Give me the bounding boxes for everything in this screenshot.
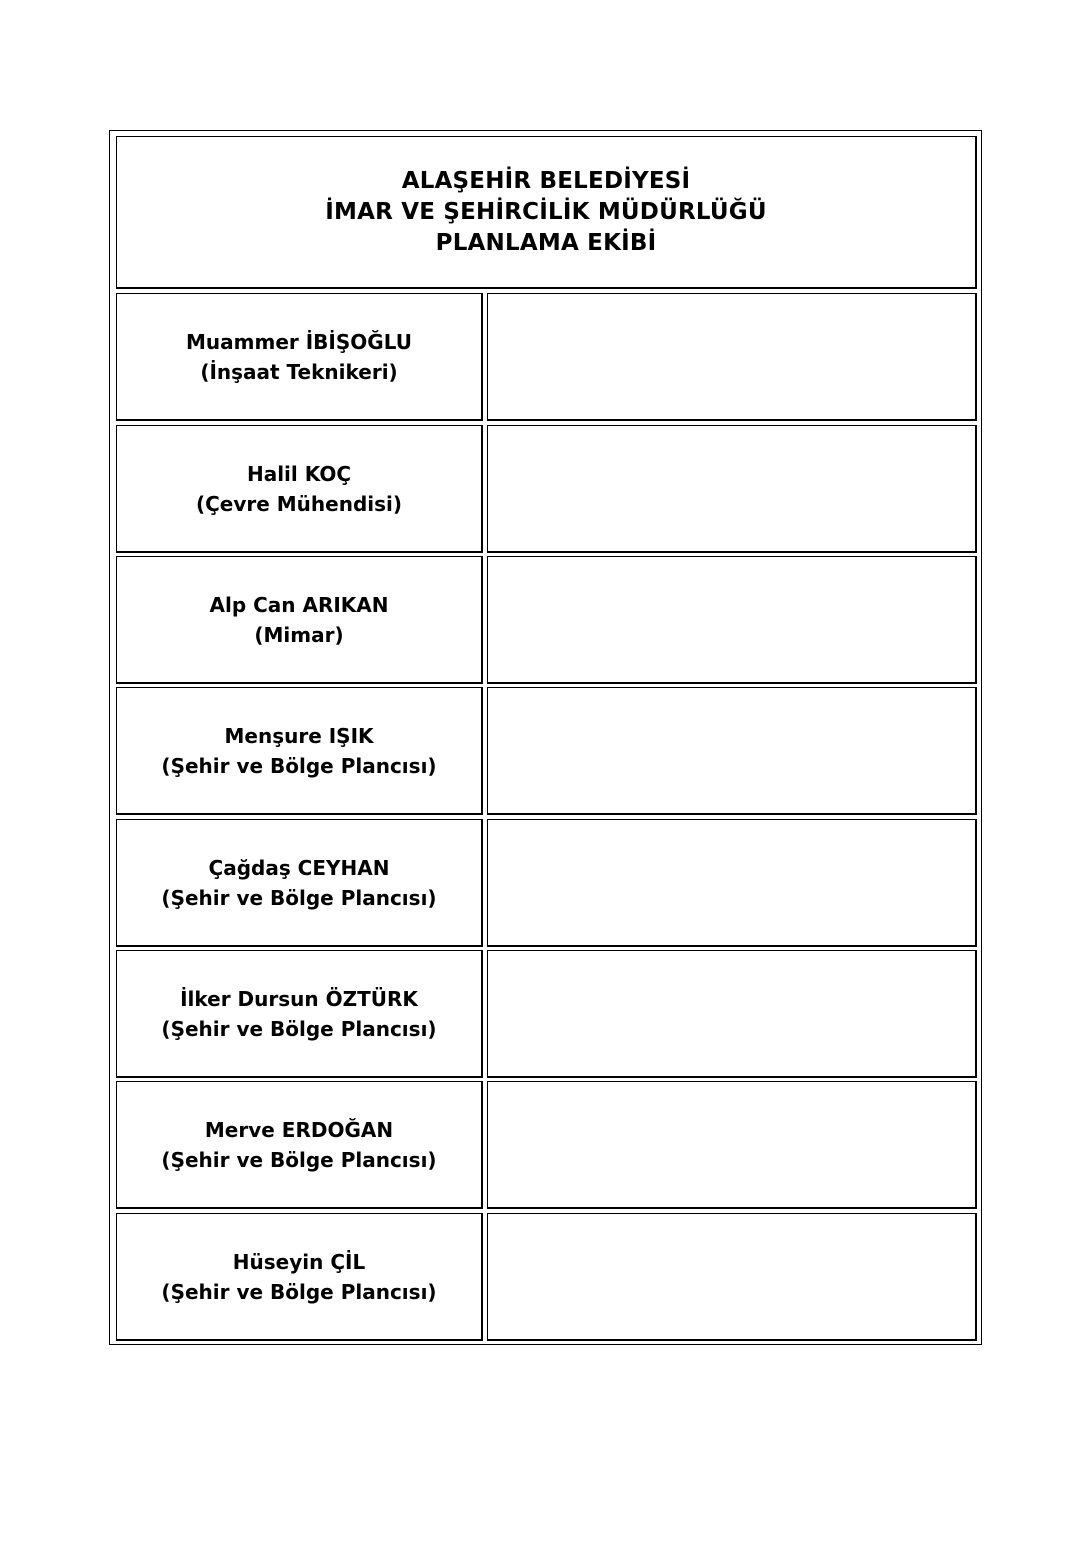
- member-title: (Mimar): [254, 622, 344, 647]
- header-institution: ALAŞEHİR BELEDİYESİ: [401, 167, 691, 194]
- member-signature-cell: [487, 556, 977, 684]
- member-title: (Şehir ve Bölge Plancısı): [161, 1279, 437, 1304]
- member-name: Halil KOÇ: [246, 461, 352, 486]
- planning-team-table: [109, 130, 982, 1345]
- member-title: (İnşaat Teknikeri): [200, 359, 398, 384]
- member-name-cell: [116, 950, 483, 1078]
- member-title: (Çevre Mühendisi): [195, 491, 403, 516]
- member-name: İlker Dursun ÖZTÜRK: [180, 986, 418, 1011]
- member-signature-cell: [487, 819, 977, 947]
- member-name-cell: [116, 687, 483, 815]
- member-signature-cell: [487, 950, 977, 1078]
- member-name-cell: [116, 819, 483, 947]
- member-title: (Şehir ve Bölge Plancısı): [161, 885, 437, 910]
- member-name: Muammer İBİŞOĞLU: [186, 329, 412, 354]
- member-name-cell: [116, 556, 483, 684]
- member-name: Çağdaş CEYHAN: [208, 855, 390, 880]
- header-department: İMAR VE ŞEHİRCİLİK MÜDÜRLÜĞÜ: [325, 198, 767, 225]
- member-title: (Şehir ve Bölge Plancısı): [161, 753, 437, 778]
- member-name-cell: [116, 1081, 483, 1209]
- member-name-cell: [116, 425, 483, 553]
- member-name: Menşure IŞIK: [224, 723, 374, 748]
- header-team: PLANLAMA EKİBİ: [435, 229, 657, 256]
- member-name-cell: [116, 1213, 483, 1341]
- member-name: Hüseyin ÇİL: [232, 1249, 366, 1274]
- member-signature-cell: [487, 1213, 977, 1341]
- member-name: Merve ERDOĞAN: [204, 1117, 394, 1142]
- member-signature-cell: [487, 425, 977, 553]
- member-title: (Şehir ve Bölge Plancısı): [161, 1016, 437, 1041]
- member-name: Alp Can ARIKAN: [209, 592, 389, 617]
- member-signature-cell: [487, 687, 977, 815]
- table-header: [116, 136, 977, 289]
- member-signature-cell: [487, 1081, 977, 1209]
- member-signature-cell: [487, 293, 977, 421]
- member-title: (Şehir ve Bölge Plancısı): [161, 1147, 437, 1172]
- member-name-cell: [116, 293, 483, 421]
